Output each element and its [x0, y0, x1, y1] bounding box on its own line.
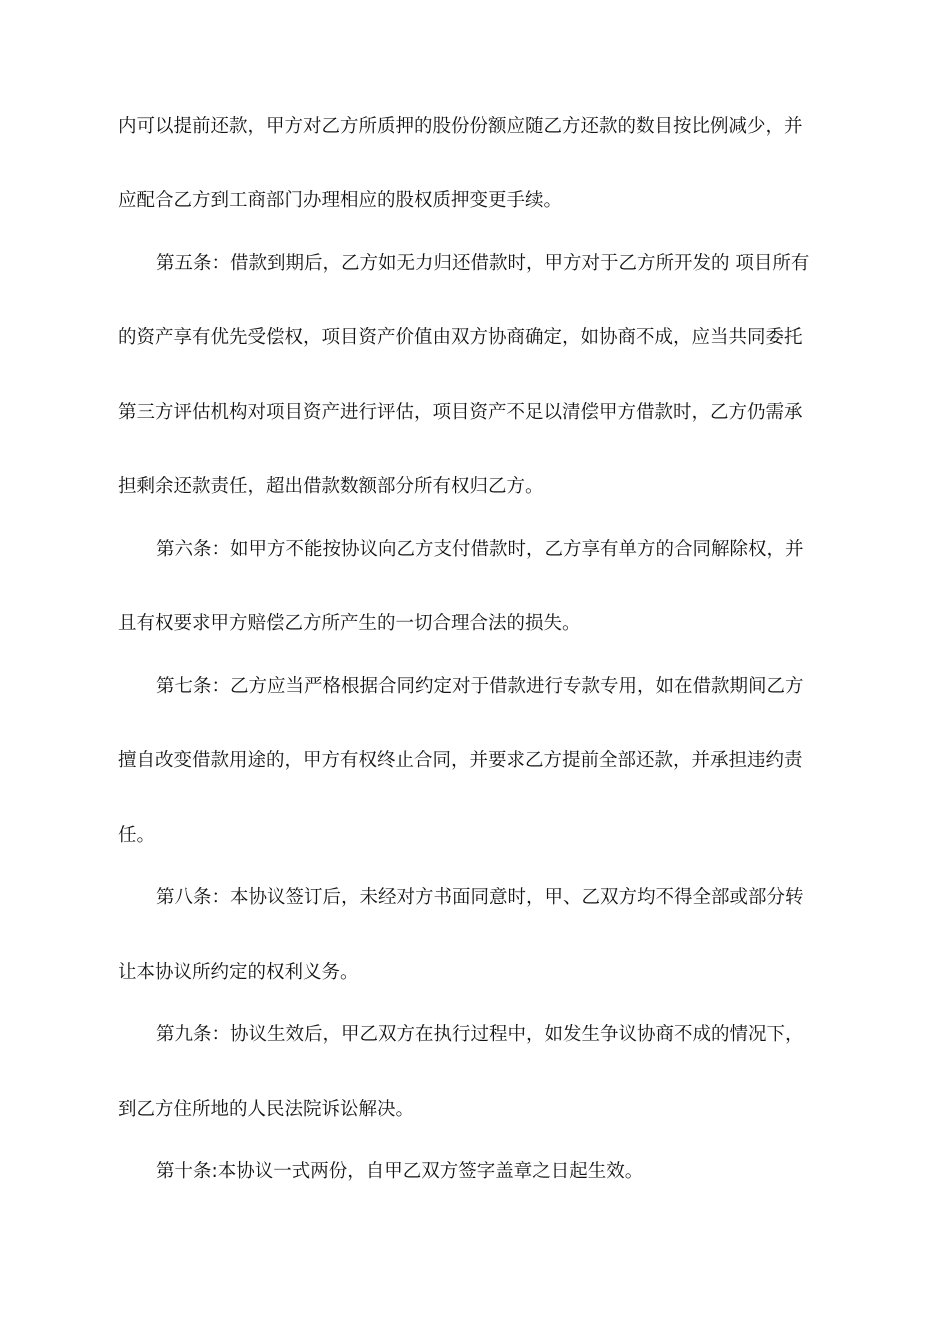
text-line: 且有权要求甲方赔偿乙方所产生的一切合理合法的损失。: [118, 613, 581, 634]
text-line: 擅自改变借款用途的，甲方有权终止合同，并要求乙方提前全部还款，并承担违约责: [118, 750, 803, 771]
clause-7-start: 第七条：乙方应当严格根据合同约定对于借款进行专款专用，如在借款期间乙方: [156, 676, 804, 697]
text-line: 第三方评估机构对项目资产进行评估，项目资产不足以清偿甲方借款时，乙方仍需承: [118, 402, 803, 423]
text-line: 担剩余还款责任，超出借款数额部分所有权归乙方。: [118, 476, 544, 497]
clause-10: 第十条:本协议一式两份，自甲乙双方签字盖章之日起生效。: [156, 1161, 644, 1182]
text-line: 应配合乙方到工商部门办理相应的股权质押变更手续。: [118, 190, 563, 211]
clause-5-start: 第五条：借款到期后，乙方如无力归还借款时，甲方对于乙方所开发的 项目所有: [156, 253, 810, 274]
text-line: 到乙方住所地的人民法院诉讼解决。: [118, 1099, 415, 1120]
clause-8-start: 第八条：本协议签订后，未经对方书面同意时，甲、乙双方均不得全部或部分转: [156, 887, 804, 908]
text-line: 任。: [118, 825, 156, 846]
clause-9-start: 第九条：协议生效后，甲乙双方在执行过程中，如发生争议协商不成的情况下，: [156, 1024, 804, 1045]
text-line: 的资产享有优先受偿权，项目资产价值由双方协商确定，如协商不成，应当共同委托: [118, 327, 803, 348]
clause-6-start: 第六条：如甲方不能按协议向乙方支付借款时，乙方享有单方的合同解除权，并: [156, 539, 804, 560]
text-line: 内可以提前还款，甲方对乙方所质押的股份份额应随乙方还款的数目按比例减少，并: [118, 116, 803, 137]
text-line: 让本协议所约定的权利义务。: [118, 962, 359, 983]
